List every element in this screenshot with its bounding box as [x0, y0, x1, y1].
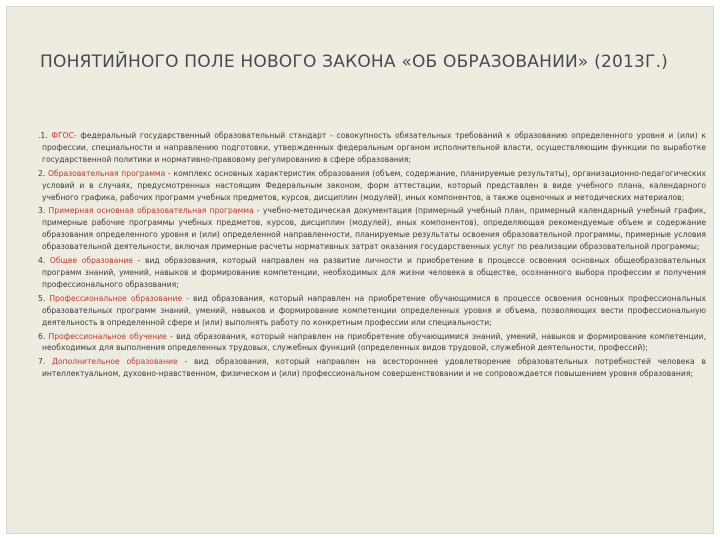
- item-number: 6.: [38, 331, 46, 341]
- item-term: Образовательная программа: [48, 168, 166, 178]
- item-term: Профессиональное обучение: [48, 331, 167, 341]
- definition-item-educational-program: [38, 168, 706, 204]
- item-text: федеральный государственный образовательный стандарт - совокупность обязательных требований к образованию определенного уровня и (или) к профессии, специальности и направлению подготовки, утвержденных федеральным органом исполнительной власти, осуществляющим функции по выработке государственной политики и нормативно-правовому регулированию в сфере образования;: [42, 131, 706, 164]
- item-term: Общее образование: [49, 256, 133, 266]
- slide-title: ПОНЯТИЙНОГО ПОЛЕ НОВОГО ЗАКОНА «ОБ ОБРАЗОВАНИИ» (2013Г.): [40, 52, 669, 72]
- item-text: - вид образования, который направлен на приобретение обучающимися в процессе освоения основных профессиональных образовательных программ знаний, умений, навыков и формирование компетенции определенных уровня и объема, позволяющих вести профессиональную деятельность в определенной сфере и (или) выполнять работу по конкретным профессии или специальности;: [42, 293, 706, 327]
- definition-item-professional-training: [38, 331, 706, 355]
- item-text: - комплекс основных характеристик образования (объем, содержание, планируемые результаты), организационно-педагогических условий и в случаях, предусмотренных настоящим Федеральным законом, форм аттестации, который представлен в виде учебного плана, календарного учебного графика, рабочих программ учебных предметов, курсов, дисциплин (модулей), иных компонентов, а также оценочных и методических материалов;: [42, 168, 706, 202]
- item-number: 7.: [38, 357, 46, 367]
- definition-item-fgos: [38, 130, 706, 166]
- definition-item-additional-education: [38, 356, 706, 380]
- definitions-list: [38, 130, 706, 382]
- item-text: - вид образования, который направлен на приобретение обучающимися знаний, умений, навыков и формирование компетенции, необходимых для выполнения определенных трудовых, служебных функций (определенных видов трудовой, служебной деятельности, профессий);: [42, 331, 706, 353]
- item-text: - вид образования, который направлен на всестороннее удовлетворение образовательных потребностей человека в интеллектуальном, духовно-нравственном, физическом и (или) профессиональном совершенствовании и не сопровождается повышением уровня образования;: [42, 357, 706, 379]
- item-text: - учебно-методическая документация (примерный учебный план, примерный календарный учебный график, примерные рабочие программы учебных предметов, курсов, дисциплин (модулей), иных компонентов), определяющая рекомендуемые объем и содержание образования определенного уровня и (или) определенной направленности, планируемые результаты освоения образовательной программы, примерные условия образовательной деятельности, включая примерные расчеты нормативных затрат оказания государственных услуг по реализации образовательной программы;: [42, 206, 706, 252]
- definition-item-professional-education: [38, 293, 706, 329]
- item-term: Дополнительное образование: [52, 357, 178, 367]
- item-term: Профессиональное образование: [49, 293, 183, 303]
- item-term: ФГОС-: [51, 131, 77, 140]
- item-number: 5.: [38, 293, 46, 303]
- item-text: - вид образования, который направлен на развитие личности и приобретение в процессе освоения основных общеобразовательных программ знаний, умений, навыков и формирование компетенции, необходимых для жизни человека в обществе, осознанного выбора профессии и получения профессионального образования;: [42, 256, 706, 289]
- definition-item-model-program: [38, 205, 706, 253]
- definition-item-general-education: [38, 255, 706, 291]
- item-term: Примерная основная образовательная программа: [48, 206, 254, 216]
- item-number: .1.: [38, 131, 48, 140]
- item-number: 4.: [38, 256, 46, 266]
- item-number: 3.: [38, 206, 46, 216]
- item-number: 2.: [38, 168, 46, 178]
